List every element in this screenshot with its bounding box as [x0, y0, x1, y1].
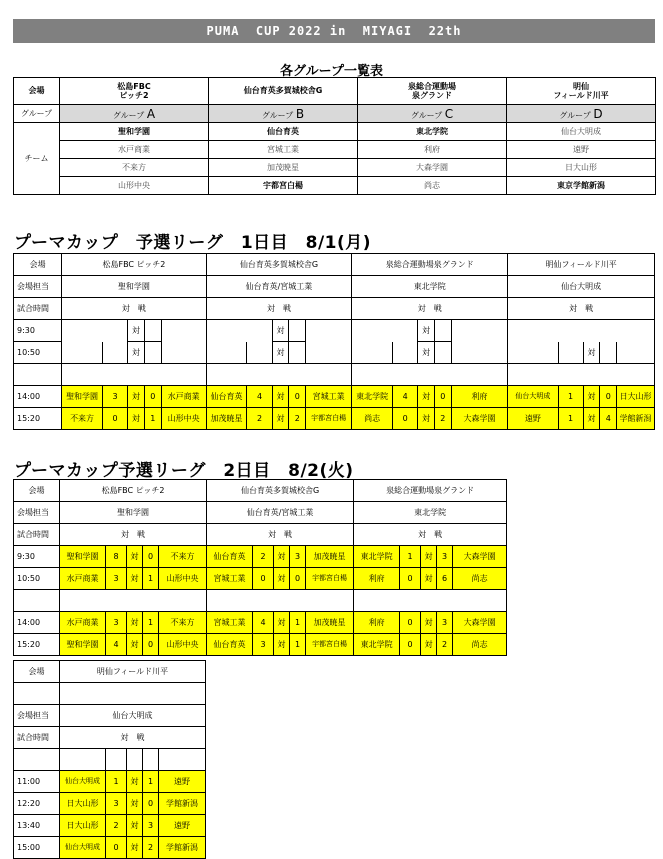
away-score: 0 — [600, 386, 617, 408]
empty-cell — [144, 320, 161, 342]
vs-mark: 対 — [418, 386, 435, 408]
team-cell: 仙台大明成 — [507, 123, 656, 141]
staff-label: 会場担当 — [14, 502, 60, 524]
venue-cell: 松島FBC ピッチ2 — [60, 480, 207, 502]
vs-mark: 対 — [274, 568, 290, 590]
group-letter: A — [146, 106, 156, 121]
home-team: 利府 — [354, 612, 400, 634]
home-team: 不来方 — [62, 408, 103, 430]
match-row — [14, 568, 507, 590]
group-b-header — [209, 105, 358, 123]
vs-mark: 対 — [127, 837, 143, 859]
away-score: 3 — [437, 612, 453, 634]
away-team: 大森学園 — [451, 408, 508, 430]
venue-row — [14, 480, 507, 502]
empty-cell — [14, 364, 62, 386]
match-time: 14:00 — [14, 612, 60, 634]
team-cell: 日大山形 — [507, 159, 656, 177]
match-time: 14:00 — [14, 386, 62, 408]
home-score: 0 — [400, 612, 421, 634]
home-score: 1 — [400, 546, 421, 568]
home-score: 0 — [400, 634, 421, 656]
away-score: 0 — [144, 386, 161, 408]
empty-cell — [451, 320, 508, 342]
team-cell: 遠野 — [507, 141, 656, 159]
team-row — [14, 159, 656, 177]
away-team: 日大山形 — [617, 386, 655, 408]
home-team: 仙台育英 — [207, 546, 253, 568]
group-prefix: グループ — [112, 110, 145, 120]
empty-cell — [508, 364, 655, 386]
group-a-header — [60, 105, 209, 123]
vs-mark: 対 — [274, 634, 290, 656]
match-time: 9:30 — [14, 546, 60, 568]
empty-match-row — [14, 320, 655, 342]
vs-mark: 対 — [127, 568, 143, 590]
spacer-row — [14, 683, 206, 705]
empty-cell — [102, 342, 127, 364]
home-score: 0 — [253, 568, 274, 590]
away-score: 6 — [437, 568, 453, 590]
empty-cell — [393, 342, 418, 364]
match-label: 対 戦 — [354, 524, 507, 546]
day2-venue4-table — [13, 660, 206, 859]
vs-mark: 対 — [128, 320, 145, 342]
team-cell: 加茂暁星 — [209, 159, 358, 177]
home-score: 8 — [106, 546, 127, 568]
away-team: 宇都宮白楊 — [306, 408, 352, 430]
time-label: 試合時間 — [14, 524, 60, 546]
away-team: 宇都宮白楊 — [306, 568, 354, 590]
home-team: 加茂暁星 — [206, 408, 247, 430]
home-team: 利府 — [354, 568, 400, 590]
vs-mark: 対 — [418, 408, 435, 430]
home-score: 3 — [106, 612, 127, 634]
match-time: 15:00 — [14, 837, 60, 859]
tournament-banner: PUMA CUP 2022 in MIYAGI 22th — [13, 19, 655, 43]
empty-cell — [558, 342, 583, 364]
empty-cell — [62, 342, 103, 364]
empty-cell — [207, 590, 354, 612]
venue-cell: 泉総合運動場泉グランド — [352, 254, 508, 276]
home-team: 日大山形 — [60, 793, 106, 815]
vs-mark: 対 — [127, 793, 143, 815]
home-team: 仙台大明成 — [508, 386, 558, 408]
match-row — [14, 546, 507, 568]
group-letter: B — [295, 106, 305, 121]
home-score: 2 — [247, 408, 272, 430]
away-score: 0 — [143, 634, 159, 656]
vs-mark: 対 — [421, 612, 437, 634]
group-venue-c — [358, 78, 507, 105]
home-score: 2 — [253, 546, 274, 568]
staff-row — [14, 502, 507, 524]
team-cell: 聖和学園 — [60, 123, 209, 141]
empty-cell — [62, 364, 207, 386]
vs-mark: 対 — [272, 408, 289, 430]
group-prefix: グループ — [559, 110, 591, 120]
spacer-row — [14, 364, 655, 386]
team-cell: 東京学館新潟 — [507, 177, 656, 195]
vs-mark: 対 — [272, 342, 289, 364]
venue-line: 松島FBC — [117, 81, 151, 91]
match-row — [14, 612, 507, 634]
time-label: 試合時間 — [14, 298, 62, 320]
vs-mark: 対 — [272, 386, 289, 408]
away-team: 利府 — [451, 386, 508, 408]
venue-cell: 明仙フィールド川平 — [508, 254, 655, 276]
group-prefix: グループ — [261, 110, 294, 120]
venue-label: 会場 — [14, 78, 60, 105]
staff-label: 会場担当 — [14, 276, 62, 298]
staff-cell: 聖和学園 — [60, 502, 207, 524]
venue-cell: 仙台育英多賀城校舎G — [207, 480, 354, 502]
away-score: 2 — [437, 634, 453, 656]
match-row — [14, 634, 507, 656]
empty-cell — [508, 320, 655, 342]
home-score: 4 — [253, 612, 274, 634]
empty-cell — [62, 320, 128, 342]
vs-mark: 対 — [128, 386, 145, 408]
home-score: 3 — [106, 568, 127, 590]
venue-line: 泉総合運動場 — [408, 81, 456, 91]
away-team: 大森学園 — [453, 546, 507, 568]
home-team: 宮城工業 — [207, 612, 253, 634]
groups-letter-row — [14, 105, 656, 123]
away-score: 2 — [289, 408, 306, 430]
away-score: 0 — [143, 793, 159, 815]
empty-match-row — [14, 342, 655, 364]
home-team: 遠野 — [508, 408, 558, 430]
team-cell: 宮城工業 — [209, 141, 358, 159]
match-time: 15:20 — [14, 634, 60, 656]
away-score: 0 — [143, 546, 159, 568]
venue-row — [14, 661, 206, 683]
match-row — [14, 793, 206, 815]
venue-line: 仙台育英多賀城校舎G — [243, 86, 323, 95]
away-team: 学館新潟 — [159, 837, 206, 859]
away-team: 宇都宮白楊 — [306, 634, 354, 656]
staff-cell: 聖和学園 — [62, 276, 207, 298]
home-team: 水戸商業 — [60, 612, 106, 634]
team-cell: 仙台育英 — [209, 123, 358, 141]
staff-row — [14, 705, 206, 727]
venue-line: 明仙 — [573, 81, 589, 91]
venue-cell: 泉総合運動場泉グランド — [354, 480, 507, 502]
away-score: 1 — [143, 568, 159, 590]
away-team: 加茂暁星 — [306, 612, 354, 634]
empty-cell — [206, 364, 352, 386]
match-label: 対 戦 — [60, 727, 206, 749]
team-cell: 大森学園 — [358, 159, 507, 177]
match-label: 対 戦 — [352, 298, 508, 320]
away-score: 1 — [143, 771, 159, 793]
home-team: 日大山形 — [60, 815, 106, 837]
vs-mark: 対 — [127, 546, 143, 568]
staff-cell: 仙台大明成 — [60, 705, 206, 727]
home-score: 0 — [400, 568, 421, 590]
team-row — [14, 123, 656, 141]
away-team: 加茂暁星 — [306, 546, 354, 568]
staff-cell: 東北学院 — [354, 502, 507, 524]
home-score: 0 — [106, 837, 127, 859]
home-score: 1 — [558, 408, 583, 430]
home-score: 3 — [102, 386, 127, 408]
away-score: 0 — [289, 386, 306, 408]
match-time: 12:20 — [14, 793, 60, 815]
away-score: 1 — [143, 612, 159, 634]
empty-cell — [247, 342, 272, 364]
away-score: 1 — [290, 634, 306, 656]
team-row — [14, 141, 656, 159]
match-row — [14, 386, 655, 408]
vs-mark: 対 — [127, 771, 143, 793]
day1-title: プーマカップ 予選リーグ 1日目 8/1(月) — [14, 233, 372, 253]
match-row — [14, 815, 206, 837]
match-time: 9:30 — [14, 320, 62, 342]
empty-cell — [354, 590, 507, 612]
away-score: 3 — [290, 546, 306, 568]
home-team: 東北学院 — [354, 546, 400, 568]
empty-cell — [352, 364, 508, 386]
staff-label: 会場担当 — [14, 705, 60, 727]
empty-cell — [434, 320, 451, 342]
home-team: 尚志 — [352, 408, 393, 430]
away-team: 学館新潟 — [617, 408, 655, 430]
match-time: 13:40 — [14, 815, 60, 837]
home-team: 聖和学園 — [62, 386, 103, 408]
time-label: 試合時間 — [14, 727, 60, 749]
group-venue-d — [507, 78, 656, 105]
staff-cell: 仙台育英/宮城工業 — [206, 276, 352, 298]
away-team: 尚志 — [453, 568, 507, 590]
empty-cell — [508, 342, 558, 364]
group-d-header — [507, 105, 656, 123]
home-team: 仙台育英 — [206, 386, 247, 408]
match-label: 対 戦 — [508, 298, 655, 320]
time-header-row — [14, 524, 507, 546]
away-team: 不来方 — [159, 612, 207, 634]
group-letter: D — [593, 106, 603, 121]
away-team: 遠野 — [159, 815, 206, 837]
venue-cell: 明仙フィールド川平 — [60, 661, 206, 683]
home-team: 東北学院 — [354, 634, 400, 656]
home-score: 1 — [106, 771, 127, 793]
empty-cell — [289, 320, 306, 342]
vs-mark: 対 — [272, 320, 289, 342]
team-cell: 宇都宮白楊 — [209, 177, 358, 195]
spacer-row — [14, 749, 206, 771]
away-score: 3 — [143, 815, 159, 837]
group-venue-b — [209, 78, 358, 105]
vs-mark: 対 — [127, 634, 143, 656]
home-score: 4 — [247, 386, 272, 408]
empty-cell — [143, 749, 159, 771]
away-score: 1 — [144, 408, 161, 430]
staff-row — [14, 276, 655, 298]
away-score: 1 — [290, 612, 306, 634]
match-label: 対 戦 — [206, 298, 352, 320]
empty-cell — [352, 342, 393, 364]
match-label: 対 戦 — [60, 524, 207, 546]
home-team: 聖和学園 — [60, 546, 106, 568]
away-team: 山形中央 — [159, 634, 207, 656]
home-team: 聖和学園 — [60, 634, 106, 656]
home-team: 宮城工業 — [207, 568, 253, 590]
venue-label: 会場 — [14, 661, 60, 683]
vs-mark: 対 — [274, 546, 290, 568]
away-team: 不来方 — [159, 546, 207, 568]
empty-cell — [161, 342, 206, 364]
team-cell: 利府 — [358, 141, 507, 159]
empty-cell — [127, 749, 143, 771]
match-label: 対 戦 — [207, 524, 354, 546]
group-venue-a — [60, 78, 209, 105]
team-cell: 不来方 — [60, 159, 209, 177]
group-label: グループ — [14, 105, 60, 123]
team-cell: 水戸商業 — [60, 141, 209, 159]
vs-mark: 対 — [274, 612, 290, 634]
match-row — [14, 771, 206, 793]
vs-mark: 対 — [128, 342, 145, 364]
match-time: 15:20 — [14, 408, 62, 430]
home-score: 0 — [393, 408, 418, 430]
venue-line: ピッチ2 — [119, 90, 149, 100]
away-team: 山形中央 — [161, 408, 206, 430]
empty-cell — [306, 320, 352, 342]
vs-mark: 対 — [128, 408, 145, 430]
empty-cell — [106, 749, 127, 771]
empty-cell — [60, 590, 207, 612]
home-score: 0 — [102, 408, 127, 430]
vs-mark: 対 — [421, 546, 437, 568]
venue-line: 泉グランド — [412, 90, 452, 100]
empty-cell — [14, 749, 60, 771]
match-label: 対 戦 — [62, 298, 207, 320]
empty-cell — [14, 683, 60, 705]
venue-row — [14, 254, 655, 276]
empty-cell — [206, 320, 272, 342]
away-team: 山形中央 — [159, 568, 207, 590]
time-header-row — [14, 298, 655, 320]
match-time: 10:50 — [14, 342, 62, 364]
match-row — [14, 837, 206, 859]
away-score: 2 — [143, 837, 159, 859]
vs-mark: 対 — [583, 342, 600, 364]
staff-cell: 仙台大明成 — [508, 276, 655, 298]
vs-mark: 対 — [127, 815, 143, 837]
staff-cell: 仙台育英/宮城工業 — [207, 502, 354, 524]
group-prefix: グループ — [410, 110, 443, 120]
match-time: 10:50 — [14, 568, 60, 590]
vs-mark: 対 — [583, 408, 600, 430]
empty-cell — [451, 342, 508, 364]
home-score: 4 — [106, 634, 127, 656]
home-score: 1 — [558, 386, 583, 408]
venue-label: 会場 — [14, 480, 60, 502]
away-score: 3 — [437, 546, 453, 568]
home-team: 仙台育英 — [207, 634, 253, 656]
team-label: チーム — [14, 123, 60, 195]
away-team: 尚志 — [453, 634, 507, 656]
away-team: 水戸商業 — [161, 386, 206, 408]
team-cell: 東北学院 — [358, 123, 507, 141]
home-score: 3 — [106, 793, 127, 815]
empty-cell — [600, 342, 617, 364]
home-score: 2 — [106, 815, 127, 837]
away-team: 宮城工業 — [306, 386, 352, 408]
day2-title: プーマカップ予選リーグ 2日目 8/2(火) — [14, 461, 354, 481]
empty-cell — [434, 342, 451, 364]
home-team: 仙台大明成 — [60, 771, 106, 793]
team-cell: 尚志 — [358, 177, 507, 195]
empty-cell — [306, 342, 352, 364]
empty-cell — [144, 342, 161, 364]
venue-cell: 仙台育英多賀城校舎G — [206, 254, 352, 276]
spacer-row — [14, 590, 507, 612]
empty-cell — [161, 320, 206, 342]
vs-mark: 対 — [583, 386, 600, 408]
groups-title: 各グループ一覧表 — [280, 64, 383, 79]
empty-cell — [159, 749, 206, 771]
staff-cell: 東北学院 — [352, 276, 508, 298]
team-row — [14, 177, 656, 195]
empty-cell — [617, 342, 655, 364]
venue-cell: 松島FBC ピッチ2 — [62, 254, 207, 276]
away-score: 4 — [600, 408, 617, 430]
away-score: 0 — [290, 568, 306, 590]
venue-line: フィールド川平 — [553, 90, 609, 100]
empty-cell — [14, 590, 60, 612]
groups-table — [13, 77, 656, 195]
time-header-row — [14, 727, 206, 749]
match-row — [14, 408, 655, 430]
away-score: 0 — [434, 386, 451, 408]
empty-cell — [60, 749, 106, 771]
away-score: 2 — [434, 408, 451, 430]
group-c-header — [358, 105, 507, 123]
vs-mark: 対 — [421, 634, 437, 656]
home-team: 水戸商業 — [60, 568, 106, 590]
vs-mark: 対 — [418, 342, 435, 364]
day2-schedule-table — [13, 479, 507, 656]
away-team: 大森学園 — [453, 612, 507, 634]
group-letter: C — [444, 106, 454, 121]
empty-cell — [352, 320, 418, 342]
vs-mark: 対 — [418, 320, 435, 342]
away-team: 学館新潟 — [159, 793, 206, 815]
empty-cell — [60, 683, 206, 705]
vs-mark: 対 — [127, 612, 143, 634]
away-team: 遠野 — [159, 771, 206, 793]
groups-venue-row — [14, 78, 656, 105]
vs-mark: 対 — [421, 568, 437, 590]
day1-schedule-table — [13, 253, 655, 430]
team-cell: 山形中央 — [60, 177, 209, 195]
empty-cell — [206, 342, 247, 364]
match-time: 11:00 — [14, 771, 60, 793]
venue-label: 会場 — [14, 254, 62, 276]
home-team: 仙台大明成 — [60, 837, 106, 859]
home-score: 4 — [393, 386, 418, 408]
home-team: 東北学院 — [352, 386, 393, 408]
empty-cell — [289, 342, 306, 364]
home-score: 3 — [253, 634, 274, 656]
